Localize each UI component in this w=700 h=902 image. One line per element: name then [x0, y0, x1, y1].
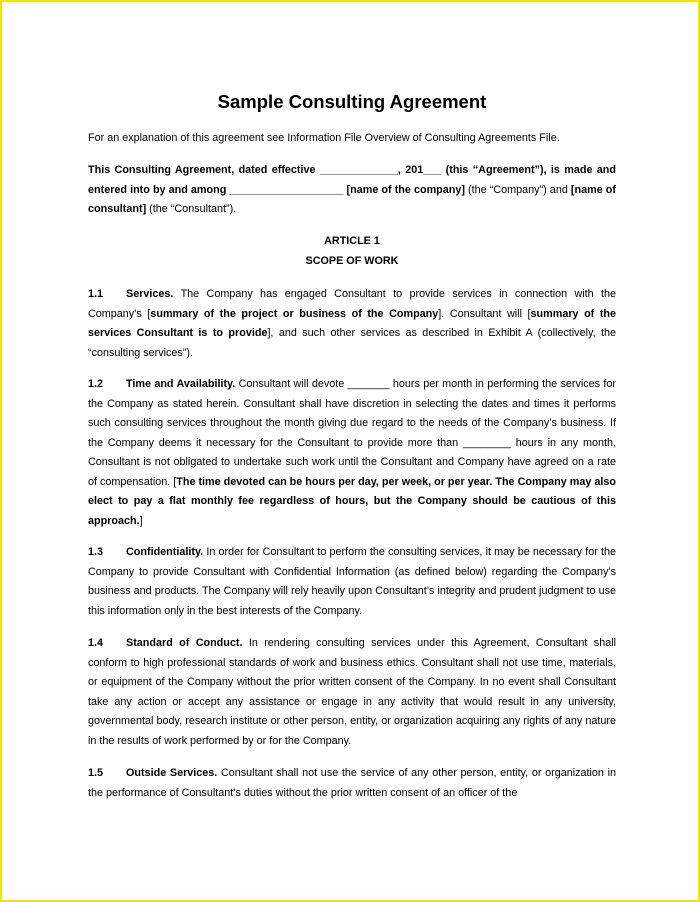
- article-name: SCOPE OF WORK: [305, 255, 399, 267]
- section-1-5: [88, 764, 616, 803]
- section-text: Consultant will devote _______ hours per month in performing the services for the Company as stated herein. Consultant shall have discretion in selecting the dates and times it performs such consulting services throughout the month giving due regard to the needs of the Company’s business. If the Company deems it necessary for the Consultant to provide more than ________ hours in any month, Consultant is not obligated to undertake such work until the Consultant and Company have agreed on a rate of compensation. [: [88, 378, 616, 488]
- article-number: ARTICLE 1: [324, 235, 380, 247]
- section-1-4: [88, 634, 616, 751]
- section-placeholder: The time devoted can be hours per day, per week, or per year. The Company may also elect to pay a flat monthly fee regardless of hours, but the Company should be cautious of this approach.: [88, 475, 616, 527]
- section-number: 1.1: [88, 288, 104, 300]
- section-heading: Confidentiality.: [126, 546, 204, 558]
- intro-line: For an explanation of this agreement see Information File Overview of Consulting Agreements File.: [88, 132, 560, 144]
- section-placeholder: summary of the project or business of the Company: [150, 307, 439, 320]
- section-text: ], and such other services as described in Exhibit A (collectively, the “consulting services”).: [88, 327, 616, 359]
- section-text: The Company has engaged Consultant to provide services in connection with the Company’s [: [88, 288, 616, 320]
- section-text: Consultant shall not use the service of any other person, entity, or organization in the performance of Consultant’s duties without the prior written consent of an officer of the: [88, 767, 616, 799]
- section-heading: Outside Services.: [126, 767, 218, 779]
- section-1-2: [88, 375, 616, 531]
- section-text: ]. Consultant will [: [438, 307, 531, 320]
- section-text: In order for Consultant to perform the consulting services, it may be necessary for the Company to provide Consultant with Confidential Information (as defined below) regarding the Company’s business and products. The Company will rely heavily upon Consultant’s integrity and prudent judgment to use this information only in the best interests of the Company.: [88, 546, 616, 617]
- document-page: [2, 2, 698, 900]
- section-heading: Services.: [126, 288, 174, 300]
- opening-text-2: (the “Company”) and: [464, 183, 571, 196]
- section-1-3: [88, 543, 616, 621]
- section-placeholder: summary of the services Consultant is to provide: [88, 307, 617, 339]
- section-number: 1.4: [88, 637, 104, 649]
- document-title: Sample Consulting Agreement: [217, 91, 487, 112]
- opening-paragraph: [88, 161, 616, 220]
- consultant-name-placeholder: [name of consultant]: [88, 183, 616, 215]
- section-number: 1.3: [88, 546, 104, 558]
- section-number: 1.5: [88, 767, 104, 779]
- company-name-placeholder: [name of the company]: [346, 183, 465, 196]
- section-heading: Standard of Conduct.: [126, 637, 243, 649]
- section-number: 1.2: [88, 378, 104, 390]
- section-text: ]: [139, 514, 143, 527]
- opening-text: This Consulting Agreement, dated effective _____________, 201___ (this “Agreement”), is made and entered into by and among ___________________: [88, 164, 616, 196]
- section-text: In rendering consulting services under this Agreement, Consultant shall conform to high professional standards of work and business ethics. Consultant shall not use time, materials, or equipment of the Company without the prior written consent of the Company. In no event shall Consultant take any action or accept any assistance or engage in any activity that would result in any university, governmental body, research institute or other person, entity, or organization acquiring any rights of any nature in the results of work performed by or for the Company.: [88, 637, 616, 747]
- opening-text-3: (the “Consultant”).: [146, 203, 237, 215]
- section-heading: Time and Availability.: [126, 378, 236, 390]
- section-1-1: [88, 285, 616, 363]
